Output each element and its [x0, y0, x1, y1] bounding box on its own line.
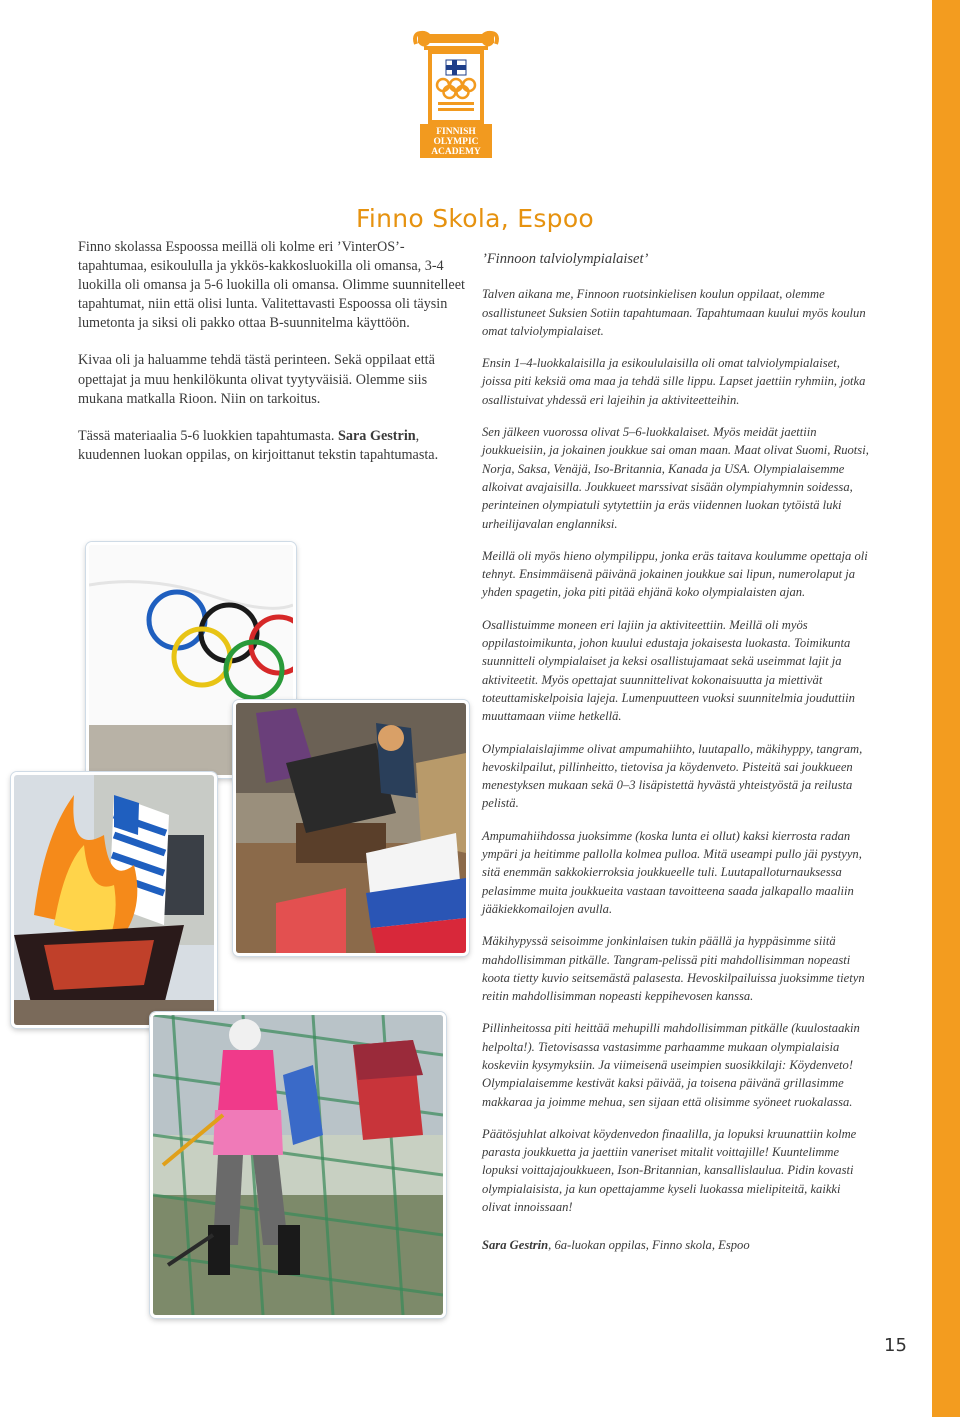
finnish-olympic-academy-logo [410, 30, 502, 160]
intro-p3-start: Tässä materiaalia 5-6 luokkien tapahtumasta. [78, 427, 339, 444]
story-paragraph-3: Sen jälkeen vuorossa olivat 5–6-luokkalaiset. Myös meidät jaettiin joukkueisiin, ja jokainen joukkue sai oman maan. Maat olivat Suomi, Ruotsi, Norja, Saksa, Venäjä, Iso-Britannia, Kanada ja USA. Olympialaisemme alkoivat avajaisilla. Joukkueet marssivat sisään olympiahymnin soidessa, perinteinen olympiatuli sytytettiin ja eräs viidennen luokan tytöistä luki urheilijavalan englanniksi. [482, 425, 869, 531]
story-paragraph-5: Osallistuimme moneen eri lajiin ja aktiviteettiin. Meillä oli myös oppilastoimikunta, johon kuului edustaja jokaisesta luokasta. Toimikunta suunnitteli olympialaiset ja keksi osallistujamaat sekä useimmat lajit ja aktiviteetit. Myös opettajat suunnittelivat kokonaisuutta ja miettivät toteuttamiskelpoisia lajeja. Lumenpuutteen vuoksi suunnitelmia jouduttiin muuttamaan viime hetkellä. [482, 617, 855, 724]
signature-name: Sara Gestrin [482, 1238, 549, 1253]
signature [482, 1236, 870, 1254]
photo-children-playing [233, 700, 469, 956]
story-paragraph-2: Ensin 1–4-luokkalaisilla ja esikoululaisilla oli omat talviolympialaiset, joissa piti keksiä oma maa ja tehdä sille lippu. Lapset jaettiin ryhmiin, jotka osallistuivat yhdessä eri lajeihin ja aktiviteetteihin. [482, 356, 866, 407]
signature-detail: , 6a-luokan oppilas, Finno skola, Espoo [548, 1238, 750, 1253]
story-paragraph-8: Mäkihypyssä seisoimme jonkinlaisen tukin päällä ja hyppäsimme siitä mahdollisimman pitkälle. Tangram-pelissä piti mahdollisimman nopeasti koota tietty kuvio seitsemästä palasesta. Hevoskilpailuissa juoksimme tietyn reitin mahdollisimman nopeasti keppihevosen kanssa. [482, 934, 865, 1004]
logo-text-line-1: FINNISH [436, 127, 476, 137]
intro-paragraph-2: Kivaa oli ja haluamme tehdä tästä perinteen. Sekä oppilaat että opettajat ja muu henkilökunta olivat tyytyväisiä. Olemme siis mukana matkalla Rioon. Niin on tarkoitus. [78, 352, 435, 407]
story-paragraph-10: Päätösjuhlat alkoivat köydenvedon finaalilla, ja lopuksi kruunattiin kolme parasta joukkuetta ja jaettiin vaneriset mitalit voittajille! Kuuntelimme lopuksi voittajajoukkueen, Ison-Britannian, kansallislaulua. Pidin kovasti olympialaisista, ja kun opettajamme kyseli luokassa mielipiteitä, kaikki olivat innoissaan! [482, 1126, 857, 1215]
orange-side-bar [932, 0, 960, 1417]
olympic-pillar-icon [410, 30, 502, 160]
story-column [482, 250, 870, 1269]
story-paragraph-1: Talven aikana me, Finnoon ruotsinkielisen koulun oppilaat, olemme osallistuneet Suksien Sotiin tapahtumaan. Tapahtumaan kuului myös koulun omat talviolympialaiset. [482, 287, 866, 338]
intro-paragraph-1: Finno skolassa Espoossa meillä oli kolme eri ’VinterOS’-tapahtumaa, esikoululla ja ykkös-kakkosluokilla oli omansa, 3-4 luokilla oli omansa ja 5-6 luokilla oli omansa. Olimme suunnitelleet tapahtumat, niin että olisi lunta. Valitettavasti Espoossa oli täysin lumetonta ja siksi oli pakko ottaa B-suunnitelma käyttöön. [78, 239, 465, 332]
story-paragraph-9: Pillinheitossa piti heittää mehupilli mahdollisimman pitkälle (kuulostaakin helpolta!). Tietovisassa vastasimme parhaamme mukaan olympialaisia koskeviin kysymyksiin. Ja viimeisenä useimpien suosikkilaji: Köydenveto! Olympialaisemme kestivät kaksi päivää, ja toisena päivänä grillasimme makkaraa ja joimme mehua, sen sijaan että olisimme syöneet ruokalassa. [482, 1021, 860, 1109]
logo-text-line-2: OLYMPIC [433, 137, 479, 147]
intro-column [78, 238, 466, 483]
story-heading: ’Finnoon talviolympialaiset’ [482, 251, 649, 267]
author-name: Sara Gestrin [338, 427, 416, 444]
photo-floorball-game [150, 1012, 446, 1318]
intro-p3-end: , kuudennen luokan oppilas, on kirjoittanut tekstin tapahtumasta. [78, 427, 439, 463]
story-paragraph-4: Meillä oli myös hieno olympilippu, jonka eräs taitava koulumme opettaja oli tehnyt. Ensimmäisenä päivänä jokainen joukkue sai lipun, numerolaput ja yhden spagetin, joka piti pitää ehjänä koko olympialaisten ajan. [482, 548, 868, 600]
page-title: Finno Skola, Espoo [356, 203, 595, 233]
page-number: 15 [884, 1335, 907, 1356]
photo-fire-basket [11, 772, 217, 1028]
story-paragraph-7: Ampumahiihdossa juoksimme (koska lunta ei ollut) kaksi kierrosta radan ympäri ja heitimme pallolla kolmea pulloa. Mitä useampi pullo jäi pystyyn, sitä enemmän sakkokierroksia joukkueelle tuli. Luutapalloturnauksessa pelasimme muita joukkueita vastaan tavoitteena saada jalkapallo maaliin jääkiekkomailojen avulla. [482, 828, 862, 916]
logo-text-line-3: ACADEMY [431, 147, 481, 157]
intro-paragraph-3 [78, 427, 466, 465]
story-paragraph-6: Olympialaislajimme olivat ampumahiihto, luutapallo, mäkihyppy, tangram, hevoskilpailut, pillinheitto, tietovisa ja köydenveto. Pisteitä sai joukkueen menestyksen mukaan sekä 0–3 lisäpistettä hyvästä yhteistyöstä ja reilusta pelistä. [482, 741, 863, 811]
